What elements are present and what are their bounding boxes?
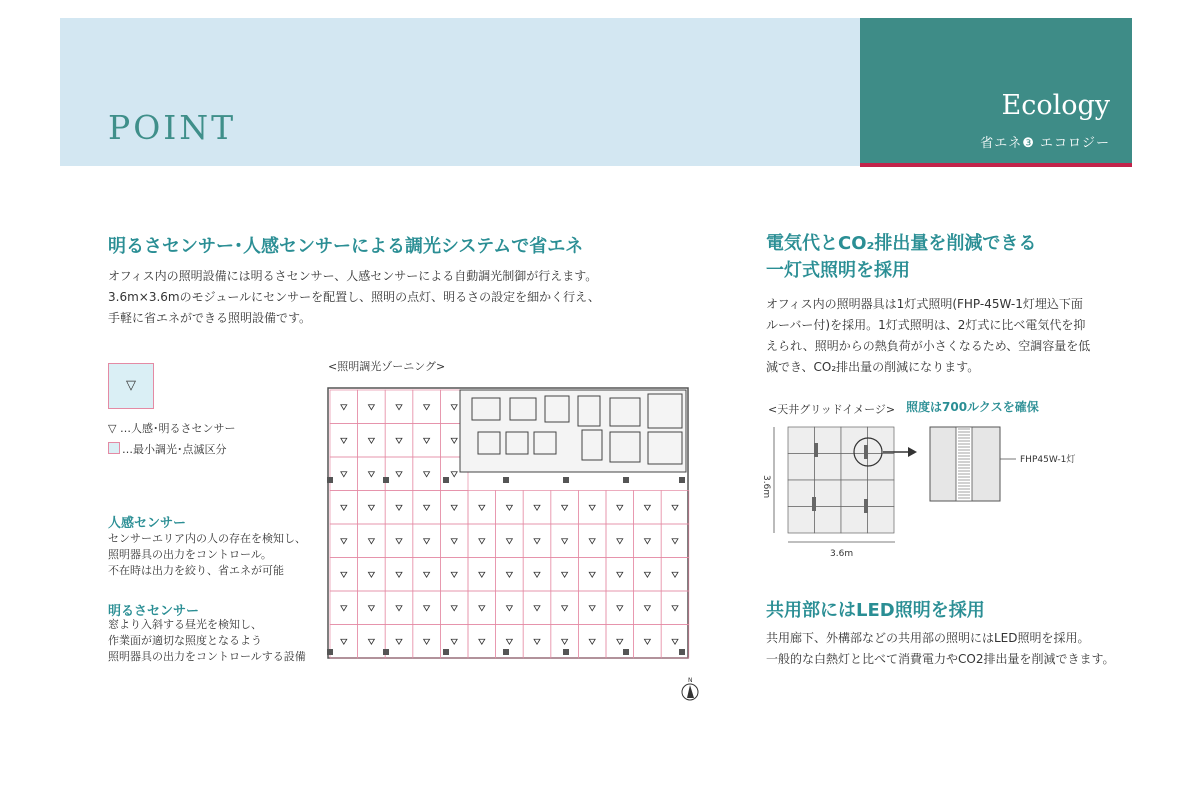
fixture-icon — [864, 499, 868, 513]
floor-plan — [320, 380, 710, 710]
text-line: 窓より入斜する昼光を検知し、 — [108, 618, 262, 631]
column-marker — [383, 477, 389, 483]
ceiling-tile — [788, 480, 815, 507]
fixture-icon — [864, 445, 868, 459]
column-marker — [443, 477, 449, 483]
human-sensor-title: 人感センサー — [108, 516, 187, 531]
text-line: ルーバー付)を採用。1灯式照明は、2灯式に比べ電気代を抑 — [766, 318, 1086, 332]
lead-line: 手軽に省エネができる照明設備です。 — [108, 311, 312, 325]
text-line: えられ、照明からの熱負荷が小さくなるため、空調容量を低 — [766, 339, 1091, 353]
legend-sensor: ▽ …人感･明るさセンサー — [108, 422, 236, 435]
dimming-heading: 明るさセンサー･人感センサーによる調光システムで省エネ — [108, 236, 584, 257]
fixture-label: FHP45W-1灯 — [1020, 455, 1076, 465]
zone-swatch-icon — [108, 442, 120, 454]
fixture-heading-line: 一灯式照明を採用 — [766, 260, 910, 281]
ceiling-tile — [815, 427, 842, 454]
accent-rule — [860, 163, 1132, 167]
point-title: POINT — [108, 108, 237, 147]
legend-module-square: ▽ — [108, 363, 154, 409]
ceiling-tile — [815, 454, 842, 481]
dim-label-vertical: 3.6m — [761, 475, 771, 499]
ceiling-tile — [868, 427, 895, 454]
ceiling-tile — [788, 454, 815, 481]
dim-label-horizontal: 3.6m — [830, 549, 854, 559]
fixture-heading — [766, 230, 1036, 284]
ceiling-tile — [868, 507, 895, 534]
ceiling-tile — [815, 480, 842, 507]
column-marker — [327, 477, 333, 483]
dimming-lead — [108, 266, 600, 329]
led-heading: 共用部にはLED照明を採用 — [766, 600, 985, 621]
fixture-icon — [812, 497, 816, 511]
core-block — [460, 390, 686, 472]
column-marker — [327, 649, 333, 655]
fixture-icon — [814, 443, 818, 457]
text-line: 減でき、CO₂排出量の削減になります。 — [766, 360, 980, 374]
text-line: センサーエリア内の人の存在を検知し、 — [108, 532, 306, 545]
ceiling-tile — [841, 480, 868, 507]
lead-line: 3.6m×3.6mのモジュールにセンサーを配置し、照明の点灯、明るさの設定を細かく行え、 — [108, 290, 600, 304]
ceiling-grid-figure — [760, 415, 1076, 565]
ceiling-tile — [841, 454, 868, 481]
column-marker — [383, 649, 389, 655]
grid-caption: <天井グリッドイメージ> — [768, 403, 896, 416]
led-body — [766, 628, 1115, 670]
column-marker — [503, 649, 509, 655]
fixture-body — [766, 294, 1090, 378]
column-marker — [563, 477, 569, 483]
fixture-heading-line: 電気代とCO₂排出量を削減できる — [766, 233, 1037, 254]
north-label: N — [688, 677, 693, 684]
legend-zone-label: …最小調光･点滅区分 — [122, 443, 227, 456]
column-marker — [443, 649, 449, 655]
ceiling-tile — [841, 507, 868, 534]
column-marker — [679, 477, 685, 483]
ecology-subtitle: 省エネ❸ エコロジー — [980, 136, 1110, 151]
text-line: 照明器具の出力をコントロール。 — [108, 548, 272, 561]
text-line: 照明器具の出力をコントロールする設備 — [108, 650, 306, 663]
text-line: 作業面が適切な照度となるよう — [108, 634, 262, 647]
text-line: 一般的な白熱灯と比べて消費電力やCO2排出量を削減できます。 — [766, 652, 1115, 666]
legend-zone — [108, 441, 227, 457]
column-marker — [679, 649, 685, 655]
text-line: 共用廊下、外構部などの共用部の照明にはLED照明を採用。 — [766, 631, 1090, 645]
light-sensor-text — [108, 617, 306, 665]
column-marker — [623, 477, 629, 483]
north-arrow-icon — [682, 677, 698, 700]
ceiling-tile — [788, 427, 815, 454]
ceiling-tile — [788, 507, 815, 534]
arrow-right-icon — [908, 447, 917, 457]
lux-caption: 照度は700ルクスを確保 — [906, 400, 1039, 414]
plan-caption: <照明調光ゾーニング> — [328, 360, 446, 373]
lead-line: オフィス内の照明設備には明るさセンサー、人感センサーによる自動調光制御が行えます。 — [108, 269, 598, 283]
ecology-title: Ecology — [1001, 90, 1110, 121]
column-marker — [503, 477, 509, 483]
ecology-box — [860, 18, 1132, 166]
text-line: オフィス内の照明器具は1灯式照明(FHP-45W-1灯埋込下面 — [766, 297, 1083, 311]
human-sensor-text — [108, 531, 306, 579]
light-sensor-title: 明るさセンサー — [108, 604, 200, 619]
ceiling-tile — [815, 507, 842, 534]
column-marker — [563, 649, 569, 655]
text-line: 不在時は出力を絞り、省エネが可能 — [108, 564, 284, 577]
column-marker — [623, 649, 629, 655]
ceiling-tile — [868, 480, 895, 507]
